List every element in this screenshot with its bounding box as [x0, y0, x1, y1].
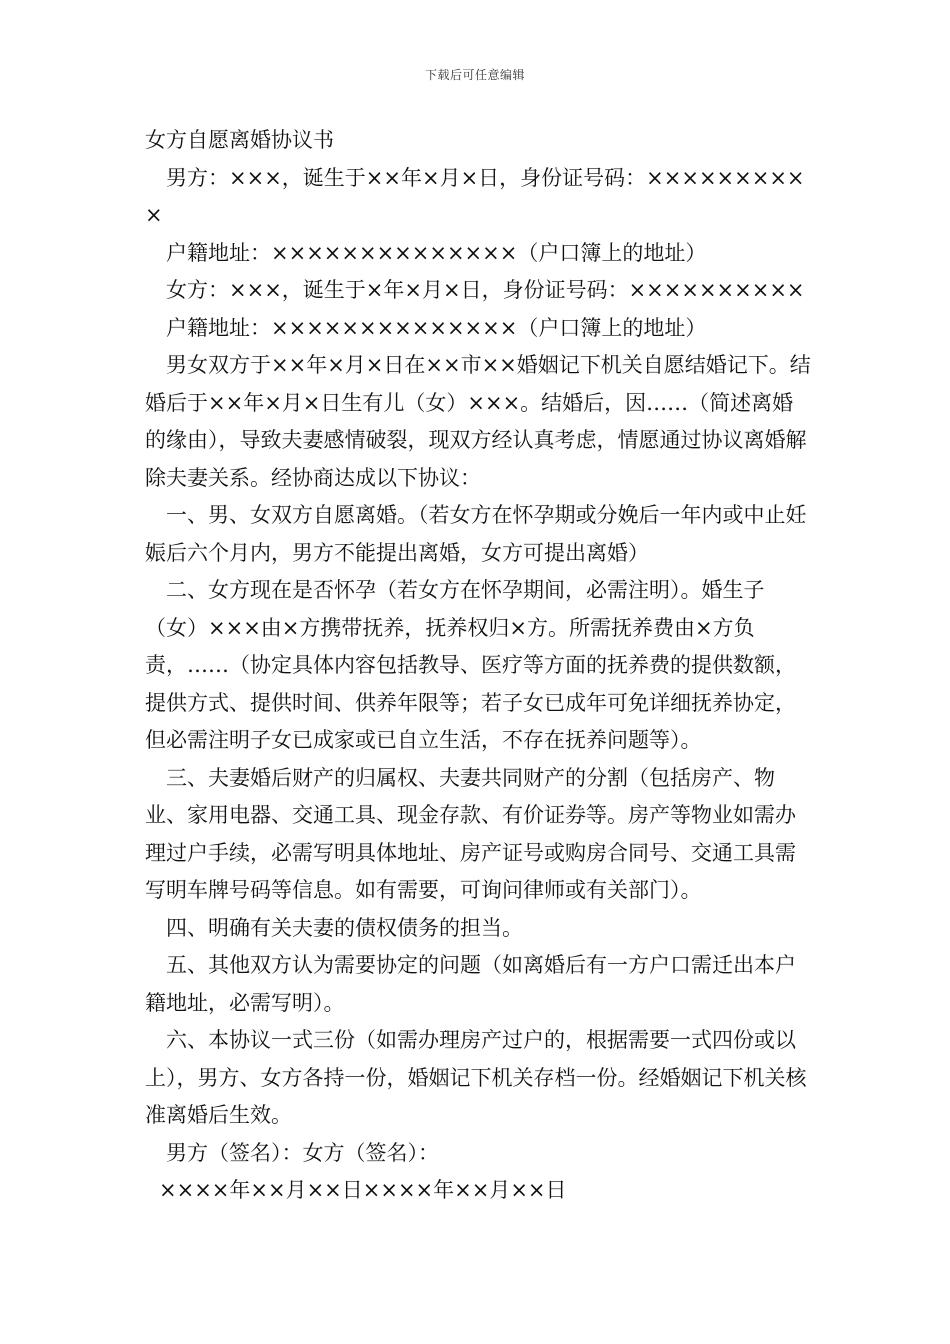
clause-1: 一、男、女双方自愿离婚。（若女方在怀孕期或分娩后一年内或中止妊娠后六个月内，男方不能提出离婚，女方可提出离婚） [145, 503, 807, 565]
signature-line: 男方（签名）：女方（签名）： [166, 1140, 439, 1165]
date-line: ××××年××月××日××××年××月××日 [159, 1178, 567, 1202]
intro-paragraph: 男女双方于××年×月×日在××市××婚姻记下机关自愿结婚记下。结婚后于××年×月×日生有儿（女）×××。结婚后，因……（简述离婚的缘由），导致夫妻感情破裂，现双方经认真考虑，情愿通过协议离婚解除夫妻关系。经协商达成以下协议： [145, 353, 811, 490]
document-title: 女方自愿离婚协议书 [145, 128, 334, 152]
woman-info-line: 女方：×××，诞生于×年×月×日，身份证号码：×××××××××× [166, 278, 805, 302]
clause-3: 三、夫妻婚后财产的归属权、夫妻共同财产的分割（包括房产、物业、家用电器、交通工具、现金存款、有价证券等。房产等物业如需办理过户手续，必需写明具体地址、房产证号或购房合同号、交通工具需写明车牌号码等信息。如有需要，可询问律师或有关部门）。 [145, 765, 796, 902]
header-note: 下载后可任意编辑 [424, 68, 525, 82]
document-body [145, 122, 813, 1210]
clause-4: 四、明确有关夫妻的债权债务的担当。 [166, 915, 523, 940]
clause-6: 六、本协议一式三份（如需办理房产过户的，根据需要一式四份或以上），男方、女方各持一份，婚姻记下机关存档一份。经婚姻记下机关核准离婚后生效。 [145, 1028, 807, 1127]
woman-address-line: 户籍地址：××××××××××××××（户口簿上的地址） [166, 315, 707, 340]
clause-2: 二、女方现在是否怀孕（若女方在怀孕期间，必需注明）。婚生子（女）×××由×方携带抚养，抚养权归×方。所需抚养费由×方负责，……（协定具体内容包括教导、医疗等方面的抚养费的提供数额，提供方式、提供时间、供养年限等；若子女已成年可免详细抚养协定，但必需注明子女已成家或已自立生活，不存在抚养问题等）。 [145, 578, 796, 752]
man-info-line: 男方：×××，诞生于××年×月×日，身份证号码：×××××××××× [145, 165, 805, 227]
clause-5: 五、其他双方认为需要协定的问题（如离婚后有一方户口需迁出本户籍地址，必需写明）。 [145, 953, 796, 1015]
man-address-line: 户籍地址：××××××××××××××（户口簿上的地址） [166, 240, 707, 265]
